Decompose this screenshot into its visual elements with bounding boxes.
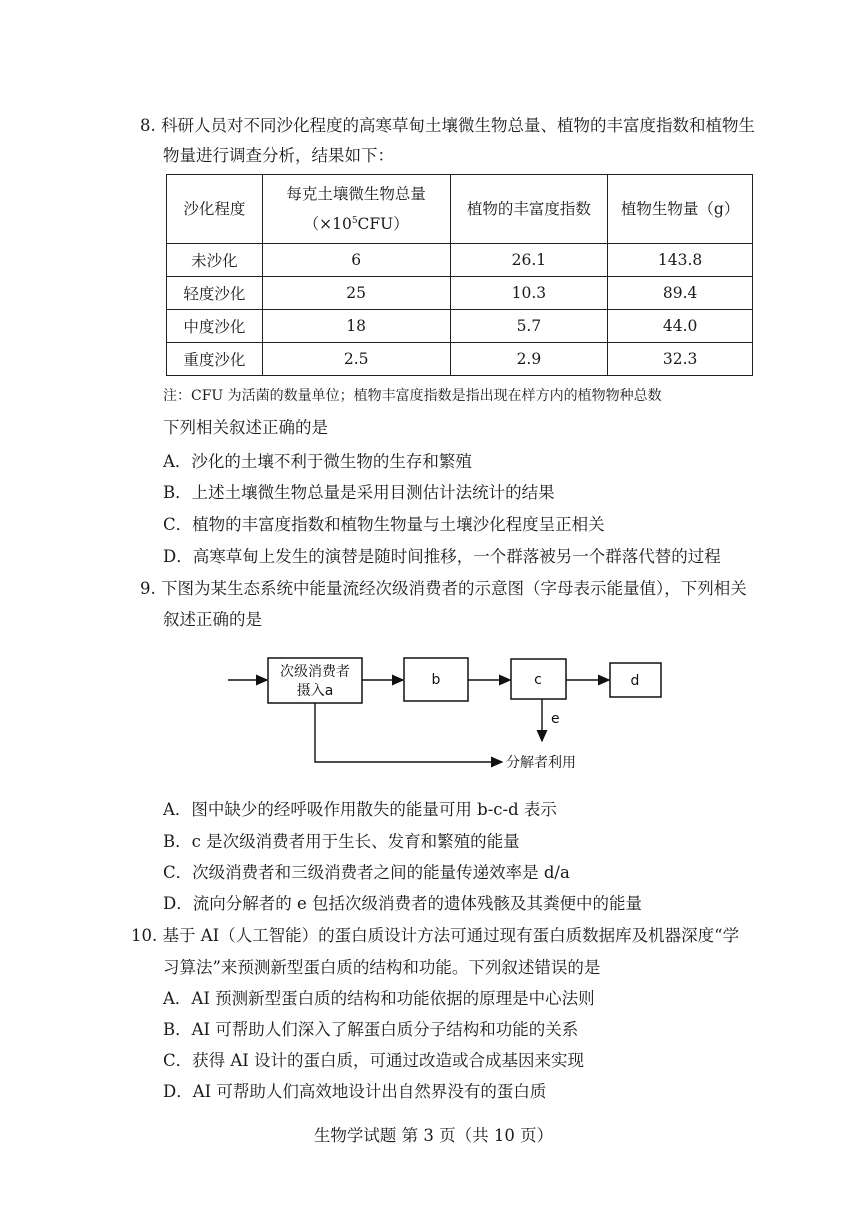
q8-data-table: [166, 174, 753, 376]
header-microbe-label: 每克土壤微生物总量: [286, 185, 426, 204]
table-cell: 26.1: [450, 244, 608, 277]
q9-stem-line2: 叙述正确的是: [163, 610, 262, 629]
table-header-cell: 沙化程度: [167, 175, 263, 244]
q10-stem-text: 基于 AI（人工智能）的蛋白质设计方法可通过现有蛋白质数据库及机器深度“学: [162, 926, 740, 945]
box-b-label: b: [431, 672, 441, 688]
q8-table-note: 注：CFU 为活菌的数量单位；植物丰富度指数是指出现在样方内的植物物种总数: [163, 388, 662, 404]
table-cell: 2.9: [450, 343, 608, 376]
q9-stem-text: 下图为某生态系统中能量流经次级消费者的示意图（字母表示能量值），下列相关: [161, 579, 747, 598]
q8-option-d: D．高寒草甸上发生的演替是随时间推移，一个群落被另一个群落代替的过程: [163, 547, 721, 566]
table-cell: 10.3: [450, 277, 608, 310]
table-cell: 25: [262, 277, 450, 310]
table-header-cell: [262, 175, 450, 244]
q9-option-a: A．图中缺少的经呼吸作用散失的能量可用 b-c-d 表示: [163, 800, 557, 819]
q9-number: 9.: [140, 579, 156, 598]
table-cell: 中度沙化: [167, 310, 263, 343]
q8-stem-text: 科研人员对不同沙化程度的高寒草甸土壤微生物总量、植物的丰富度指数和植物生: [161, 116, 755, 135]
q9-stem-line1: [140, 578, 747, 600]
box-c-label: c: [534, 672, 542, 688]
q10-option-b: B．AI 可帮助人们深入了解蛋白质分子结构和功能的关系: [163, 1020, 579, 1039]
table-cell: 轻度沙化: [167, 277, 263, 310]
q8-ask: 下列相关叙述正确的是: [163, 418, 328, 437]
table-header-cell: 植物生物量（g）: [608, 175, 753, 244]
table-row: [167, 277, 753, 310]
q8-option-c: C．植物的丰富度指数和植物生物量与土壤沙化程度呈正相关: [163, 515, 605, 534]
box-a-label-line2: 摄入a: [296, 683, 334, 699]
q10-option-d: D．AI 可帮助人们高效地设计出自然界没有的蛋白质: [163, 1082, 547, 1101]
table-header-row: [167, 175, 753, 244]
table-cell: 89.4: [608, 277, 753, 310]
energy-flow-diagram: [220, 645, 670, 780]
arrow-a-to-decomposer: [315, 703, 502, 762]
q9-option-d: D．流向分解者的 e 包括次级消费者的遗体残骸及其粪便中的能量: [163, 894, 642, 913]
table-cell: 2.5: [262, 343, 450, 376]
header-microbe-unit: $(\times 10^5CFU)$: [303, 214, 409, 233]
table-cell: 44.0: [608, 310, 753, 343]
table-cell: 18: [262, 310, 450, 343]
table-cell: 5.7: [450, 310, 608, 343]
q10-option-c: C．获得 AI 设计的蛋白质，可通过改造或合成基因来实现: [163, 1051, 585, 1070]
q10-stem-line2: 习算法”来预测新型蛋白质的结构和功能。下列叙述错误的是: [163, 958, 601, 977]
box-a-label-line1: 次级消费者: [280, 664, 350, 680]
q8-stem-line1: [140, 115, 755, 137]
q8-stem-line2: 物量进行调查分析，结果如下：: [163, 146, 394, 165]
box-d-label: d: [630, 673, 640, 689]
decomposer-label: 分解者利用: [506, 755, 576, 771]
table-cell: 6: [262, 244, 450, 277]
q10-option-a: A．AI 预测新型蛋白质的结构和功能依据的原理是中心法则: [163, 989, 595, 1008]
table-row: [167, 343, 753, 376]
table-header-cell: 植物的丰富度指数: [450, 175, 608, 244]
table-cell: 未沙化: [167, 244, 263, 277]
table-row: [167, 310, 753, 343]
label-e: e: [551, 711, 560, 727]
q9-option-b: B．c 是次级消费者用于生长、发育和繁殖的能量: [163, 832, 520, 851]
q10-number: 10.: [131, 926, 158, 945]
table-cell: 143.8: [608, 244, 753, 277]
q8-option-a: A．沙化的土壤不利于微生物的生存和繁殖: [163, 452, 472, 471]
q10-stem-line1: [131, 925, 739, 947]
table-cell: 重度沙化: [167, 343, 263, 376]
q8-option-b: B．上述土壤微生物总量是采用目测估计法统计的结果: [163, 483, 555, 502]
q9-option-c: C．次级消费者和三级消费者之间的能量传递效率是 d/a: [163, 863, 570, 882]
table-cell: 32.3: [608, 343, 753, 376]
q8-number: 8.: [140, 116, 156, 135]
table-row: [167, 244, 753, 277]
page-footer: 生物学试题 第 3 页（共 10 页）: [313, 1126, 554, 1145]
